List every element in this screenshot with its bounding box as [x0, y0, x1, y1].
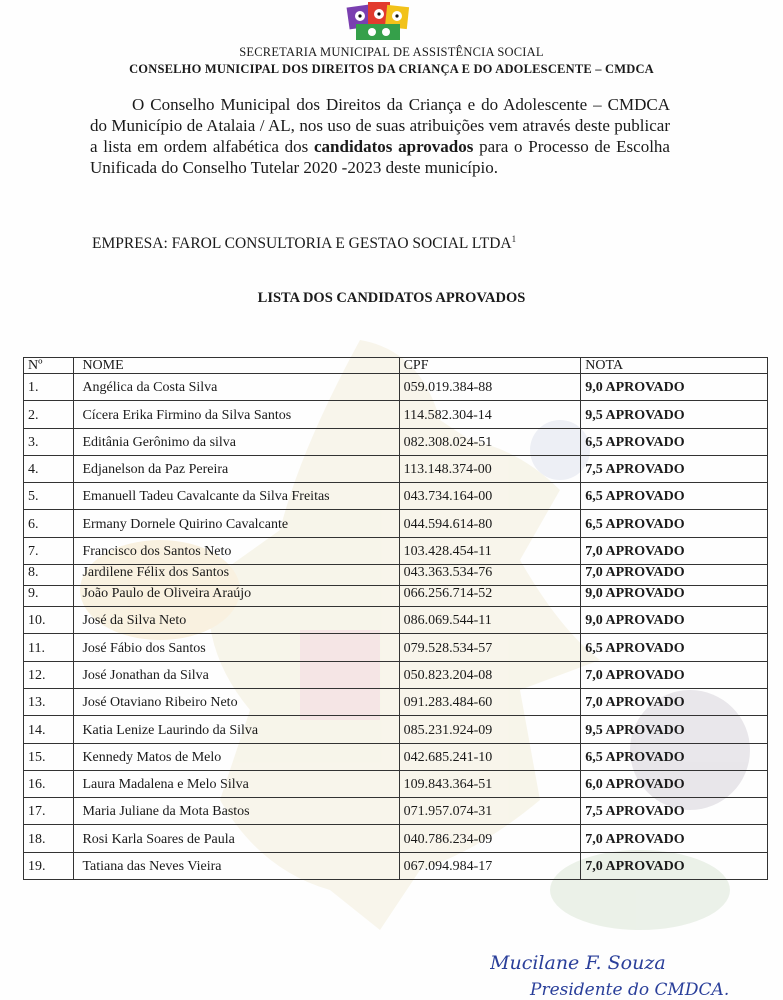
row-nota: 7,0 APROVADO: [581, 661, 768, 688]
row-nota: 7,0 APROVADO: [581, 688, 768, 715]
row-numero: 7.: [24, 537, 74, 564]
row-nome: Angélica da Costa Silva: [74, 374, 399, 401]
row-nome: Laura Madalena e Melo Silva: [74, 770, 399, 797]
table-row: [24, 825, 768, 852]
row-cpf: 082.308.024-51: [399, 428, 581, 455]
row-nome: Tatiana das Neves Vieira: [74, 852, 399, 879]
row-cpf: 071.957.074-31: [399, 798, 581, 825]
table-row: [24, 455, 768, 482]
signature-name: Mucilane F. Souza: [490, 952, 666, 974]
row-nome: José Fábio dos Santos: [74, 634, 399, 661]
row-nota: 9,0 APROVADO: [581, 374, 768, 401]
row-nome: Rosi Karla Soares de Paula: [74, 825, 399, 852]
row-nota: 7,5 APROVADO: [581, 798, 768, 825]
row-nome: José Otaviano Ribeiro Neto: [74, 688, 399, 715]
row-nota: 9,0 APROVADO: [581, 586, 768, 607]
row-cpf: 050.823.204-08: [399, 661, 581, 688]
col-cpf: CPF: [399, 358, 581, 374]
cmdca-logo: [342, 0, 414, 44]
intro-text-2: para o Processo de Escolha Unificada do Conselho Tutelar 2020 -2023 deste município.: [90, 137, 670, 177]
table-row: [24, 401, 768, 428]
row-cpf: 079.528.534-57: [399, 634, 581, 661]
row-cpf: 040.786.234-09: [399, 825, 581, 852]
row-numero: 9.: [24, 586, 74, 607]
conselho-heading: CONSELHO MUNICIPAL DOS DIREITOS DA CRIANÇA E DO ADOLESCENTE – CMDCA: [129, 62, 654, 76]
row-numero: 1.: [24, 374, 74, 401]
row-numero: 8.: [24, 565, 74, 586]
row-cpf: 042.685.241-10: [399, 743, 581, 770]
row-nota: 6,5 APROVADO: [581, 428, 768, 455]
row-cpf: 113.148.374-00: [399, 455, 581, 482]
col-nota: NOTA: [581, 358, 768, 374]
row-cpf: 043.363.534-76: [399, 565, 581, 586]
row-cpf: 043.734.164-00: [399, 483, 581, 510]
row-nota: 9,5 APROVADO: [581, 716, 768, 743]
col-nome: NOME: [74, 358, 399, 374]
secretaria-heading: SECRETARIA MUNICIPAL DE ASSISTÊNCIA SOCIAL: [239, 45, 544, 59]
row-cpf: 059.019.384-88: [399, 374, 581, 401]
table-row: [24, 537, 768, 564]
table-row: [24, 688, 768, 715]
row-nota: 6,5 APROVADO: [581, 743, 768, 770]
row-nota: 6,5 APROVADO: [581, 483, 768, 510]
table-row: [24, 374, 768, 401]
row-nota: 6,0 APROVADO: [581, 770, 768, 797]
row-nome: Cícera Erika Firmino da Silva Santos: [74, 401, 399, 428]
table-row: [24, 743, 768, 770]
row-nota: 9,0 APROVADO: [581, 607, 768, 634]
row-nome: Edjanelson da Paz Pereira: [74, 455, 399, 482]
signature: [490, 945, 780, 1000]
row-cpf: 066.256.714-52: [399, 586, 581, 607]
intro-paragraph: [90, 94, 670, 178]
row-cpf: 109.843.364-51: [399, 770, 581, 797]
row-numero: 16.: [24, 770, 74, 797]
row-cpf: 086.069.544-11: [399, 607, 581, 634]
empresa-line: [92, 234, 516, 253]
table-row: [24, 770, 768, 797]
row-nome: José Jonathan da Silva: [74, 661, 399, 688]
row-nome: João Paulo de Oliveira Araújo: [74, 586, 399, 607]
row-numero: 18.: [24, 825, 74, 852]
row-nome: Ermany Dornele Quirino Cavalcante: [74, 510, 399, 537]
table-row: [24, 634, 768, 661]
row-numero: 5.: [24, 483, 74, 510]
row-numero: 19.: [24, 852, 74, 879]
row-numero: 12.: [24, 661, 74, 688]
table-row: [24, 661, 768, 688]
row-nome: Editânia Gerônimo da silva: [74, 428, 399, 455]
row-nota: 9,5 APROVADO: [581, 401, 768, 428]
intro-text-1: O Conselho Municipal dos Direitos da Criança e do Adolescente – CMDCA do Município de Atalaia / AL, nos uso de suas atribuições vem através deste publicar a lista em ordem alfabética dos: [90, 95, 670, 156]
candidates-table: [23, 357, 768, 880]
row-nota: 6,5 APROVADO: [581, 634, 768, 661]
list-title: LISTA DOS CANDIDATOS APROVADOS: [257, 290, 526, 306]
row-cpf: 085.231.924-09: [399, 716, 581, 743]
row-nota: 7,0 APROVADO: [581, 537, 768, 564]
empresa-footnote: 1: [511, 234, 517, 244]
row-nota: 7,0 APROVADO: [581, 852, 768, 879]
row-nota: 7,0 APROVADO: [581, 565, 768, 586]
table-row: [24, 483, 768, 510]
row-cpf: 103.428.454-11: [399, 537, 581, 564]
row-numero: 3.: [24, 428, 74, 455]
row-numero: 17.: [24, 798, 74, 825]
table-row: [24, 798, 768, 825]
row-numero: 14.: [24, 716, 74, 743]
row-numero: 10.: [24, 607, 74, 634]
table-row: [24, 510, 768, 537]
row-nome: Kennedy Matos de Melo: [74, 743, 399, 770]
row-nota: 7,0 APROVADO: [581, 825, 768, 852]
table-row: [24, 607, 768, 634]
signature-role: Presidente do CMDCA.: [530, 980, 730, 1000]
row-numero: 4.: [24, 455, 74, 482]
table-header-row: [24, 358, 768, 374]
row-nome: Maria Juliane da Mota Bastos: [74, 798, 399, 825]
intro-text-bold: candidatos aprovados: [314, 137, 474, 156]
table-row: [24, 428, 768, 455]
row-nota: 6,5 APROVADO: [581, 510, 768, 537]
row-nome: Francisco dos Santos Neto: [74, 537, 399, 564]
row-cpf: 114.582.304-14: [399, 401, 581, 428]
row-nome: José da Silva Neto: [74, 607, 399, 634]
row-nota: 7,5 APROVADO: [581, 455, 768, 482]
row-nome: Katia Lenize Laurindo da Silva: [74, 716, 399, 743]
row-cpf: 067.094.984-17: [399, 852, 581, 879]
row-numero: 2.: [24, 401, 74, 428]
row-nome: Jardilene Félix dos Santos: [74, 565, 399, 586]
row-numero: 15.: [24, 743, 74, 770]
row-numero: 13.: [24, 688, 74, 715]
table-row: [24, 716, 768, 743]
table-row: [24, 586, 768, 607]
row-numero: 6.: [24, 510, 74, 537]
row-cpf: 044.594.614-80: [399, 510, 581, 537]
table-row: [24, 565, 768, 586]
empresa-text: EMPRESA: FAROL CONSULTORIA E GESTAO SOCIAL LTDA: [92, 235, 512, 253]
row-numero: 11.: [24, 634, 74, 661]
table-row: [24, 852, 768, 879]
row-nome: Emanuell Tadeu Cavalcante da Silva Freitas: [74, 483, 399, 510]
col-numero: Nº: [24, 358, 74, 374]
row-cpf: 091.283.484-60: [399, 688, 581, 715]
